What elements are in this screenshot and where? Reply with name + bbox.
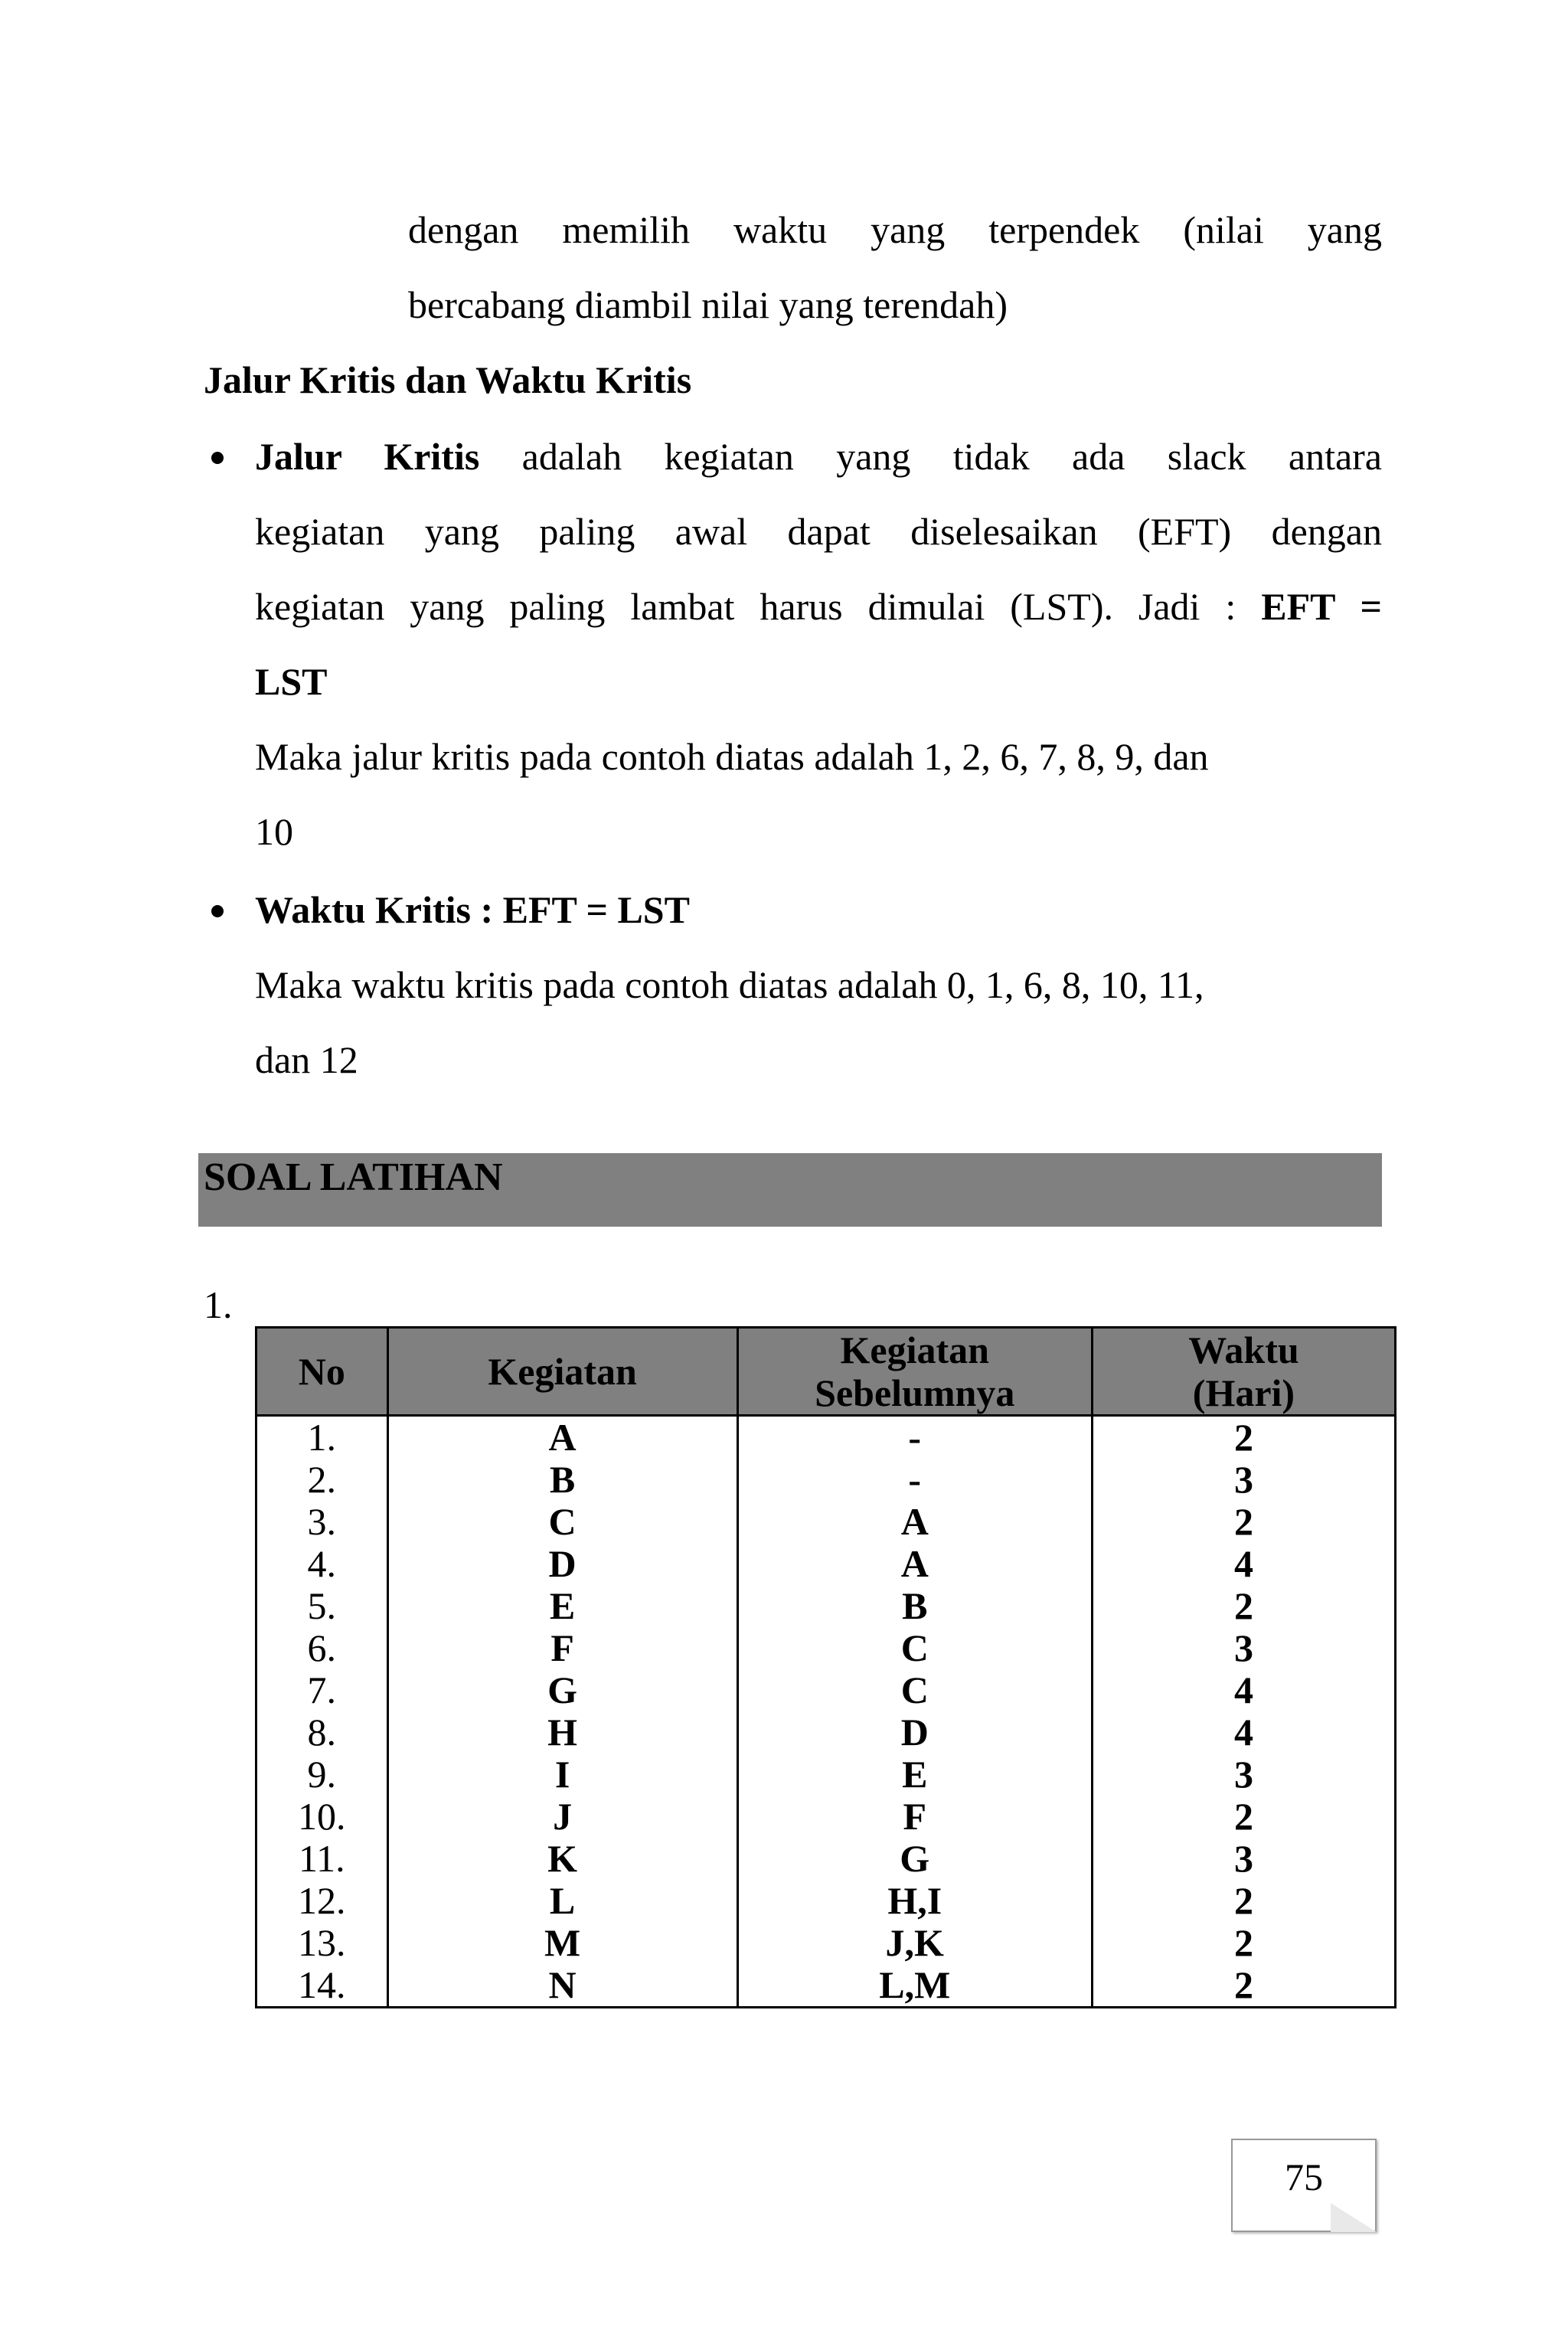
cell-waktu: 2 <box>1092 1964 1395 2008</box>
table-body <box>256 1416 1396 2008</box>
page-number: 75 <box>1285 2155 1323 2198</box>
table-row <box>256 1459 1396 1501</box>
table-row <box>256 1543 1396 1585</box>
cell-kegiatan-sebelumnya: - <box>737 1459 1092 1501</box>
table-row <box>256 1585 1396 1627</box>
cell-no: 12. <box>256 1880 388 1922</box>
cell-kegiatan: I <box>387 1753 737 1796</box>
cell-kegiatan-sebelumnya: H,I <box>737 1880 1092 1922</box>
section-title: SOAL LATIHAN <box>204 1155 503 1199</box>
cell-no: 2. <box>256 1459 388 1501</box>
cell-no: 11. <box>256 1838 388 1880</box>
cell-no: 13. <box>256 1922 388 1964</box>
header-waktu-line-1: Waktu <box>1188 1329 1299 1371</box>
cell-waktu: 4 <box>1092 1669 1395 1711</box>
table-row <box>256 1627 1396 1669</box>
cell-waktu: 4 <box>1092 1543 1395 1585</box>
cell-kegiatan: M <box>387 1922 737 1964</box>
bullet1-line-1-rest: adalah kegiatan yang tidak ada slack antara <box>521 435 1382 478</box>
cell-waktu: 3 <box>1092 1753 1395 1796</box>
cell-kegiatan: B <box>387 1459 737 1501</box>
table-row <box>256 1669 1396 1711</box>
heading-jalur-waktu-kritis: Jalur Kritis dan Waktu Kritis <box>204 358 692 401</box>
cell-kegiatan-sebelumnya: - <box>737 1416 1092 1459</box>
cell-kegiatan-sebelumnya: L,M <box>737 1964 1092 2008</box>
cell-kegiatan-sebelumnya: J,K <box>737 1922 1092 1964</box>
header-kegiatan-sebelumnya <box>737 1328 1092 1416</box>
cell-waktu: 3 <box>1092 1459 1395 1501</box>
cell-kegiatan: G <box>387 1669 737 1711</box>
bullet1-line-1 <box>255 433 1382 479</box>
intro-line-1: dengan memilih waktu yang terpendek (nilai yang <box>408 208 1382 251</box>
cell-kegiatan-sebelumnya: C <box>737 1669 1092 1711</box>
page-number-box <box>1231 2139 1377 2232</box>
table-row <box>256 1964 1396 2008</box>
cell-kegiatan: K <box>387 1838 737 1880</box>
table-row <box>256 1501 1396 1543</box>
header-sebelumnya-line-1: Kegiatan <box>840 1329 989 1371</box>
term-jalur-kritis: Jalur Kritis <box>255 435 480 478</box>
cell-kegiatan: N <box>387 1964 737 2008</box>
bullet1-note-line-2: 10 <box>255 810 293 853</box>
cell-kegiatan-sebelumnya: D <box>737 1711 1092 1753</box>
bullet1-line-4: LST <box>255 660 328 703</box>
cell-kegiatan-sebelumnya: C <box>737 1627 1092 1669</box>
cell-kegiatan: L <box>387 1880 737 1922</box>
bullet2-title: Waktu Kritis : EFT = LST <box>255 888 690 931</box>
cell-waktu: 2 <box>1092 1880 1395 1922</box>
table-row <box>256 1711 1396 1753</box>
bullet2-note-line-2: dan 12 <box>255 1038 358 1081</box>
header-waktu-line-2: (Hari) <box>1192 1371 1295 1414</box>
cell-kegiatan-sebelumnya: A <box>737 1543 1092 1585</box>
table-row <box>256 1753 1396 1796</box>
header-waktu <box>1092 1328 1395 1416</box>
cell-kegiatan: D <box>387 1543 737 1585</box>
cell-kegiatan-sebelumnya: B <box>737 1585 1092 1627</box>
cell-no: 8. <box>256 1711 388 1753</box>
bullet2-note-line-1: Maka waktu kritis pada contoh diatas adalah 0, 1, 6, 8, 10, 11, <box>255 963 1204 1006</box>
cell-waktu: 2 <box>1092 1501 1395 1543</box>
formula-eft: EFT = <box>1261 585 1382 628</box>
intro-line-2: bercabang diambil nilai yang terendah) <box>408 283 1008 326</box>
header-sebelumnya-line-2: Sebelumnya <box>815 1371 1015 1414</box>
cell-no: 9. <box>256 1753 388 1796</box>
question-number: 1. <box>204 1283 233 1326</box>
cell-kegiatan: E <box>387 1585 737 1627</box>
header-no: No <box>256 1328 388 1416</box>
bullet1-line-2: kegiatan yang paling awal dapat diselesaikan (EFT) dengan <box>255 510 1382 553</box>
bullet1-line-3-text: kegiatan yang paling lambat harus dimulai (LST). Jadi : <box>255 585 1236 628</box>
cell-no: 3. <box>256 1501 388 1543</box>
bullet1-line-3 <box>255 583 1382 629</box>
cell-no: 6. <box>256 1627 388 1669</box>
cell-waktu: 2 <box>1092 1585 1395 1627</box>
cell-no: 1. <box>256 1416 388 1459</box>
cell-kegiatan-sebelumnya: E <box>737 1753 1092 1796</box>
bullet1-note-line-1: Maka jalur kritis pada contoh diatas adalah 1, 2, 6, 7, 8, 9, dan <box>255 735 1209 778</box>
cell-kegiatan-sebelumnya: F <box>737 1796 1092 1838</box>
table-row <box>256 1922 1396 1964</box>
table-row <box>256 1838 1396 1880</box>
table-row <box>256 1880 1396 1922</box>
activity-table <box>255 1326 1396 2008</box>
cell-no: 10. <box>256 1796 388 1838</box>
cell-kegiatan: C <box>387 1501 737 1543</box>
table-header-row <box>256 1328 1396 1416</box>
cell-waktu: 4 <box>1092 1711 1395 1753</box>
cell-waktu: 3 <box>1092 1627 1395 1669</box>
table-row <box>256 1416 1396 1459</box>
header-kegiatan: Kegiatan <box>387 1328 737 1416</box>
cell-kegiatan: F <box>387 1627 737 1669</box>
cell-waktu: 2 <box>1092 1796 1395 1838</box>
cell-kegiatan-sebelumnya: G <box>737 1838 1092 1880</box>
cell-no: 14. <box>256 1964 388 2008</box>
cell-kegiatan: A <box>387 1416 737 1459</box>
cell-kegiatan-sebelumnya: A <box>737 1501 1092 1543</box>
cell-waktu: 3 <box>1092 1838 1395 1880</box>
bullet-dot <box>211 452 224 464</box>
cell-no: 7. <box>256 1669 388 1711</box>
cell-kegiatan: J <box>387 1796 737 1838</box>
page-curl-corner <box>1331 2203 1377 2232</box>
cell-no: 4. <box>256 1543 388 1585</box>
cell-no: 5. <box>256 1585 388 1627</box>
table-row <box>256 1796 1396 1838</box>
cell-waktu: 2 <box>1092 1416 1395 1459</box>
bullet-dot <box>211 905 224 917</box>
cell-waktu: 2 <box>1092 1922 1395 1964</box>
cell-kegiatan: H <box>387 1711 737 1753</box>
